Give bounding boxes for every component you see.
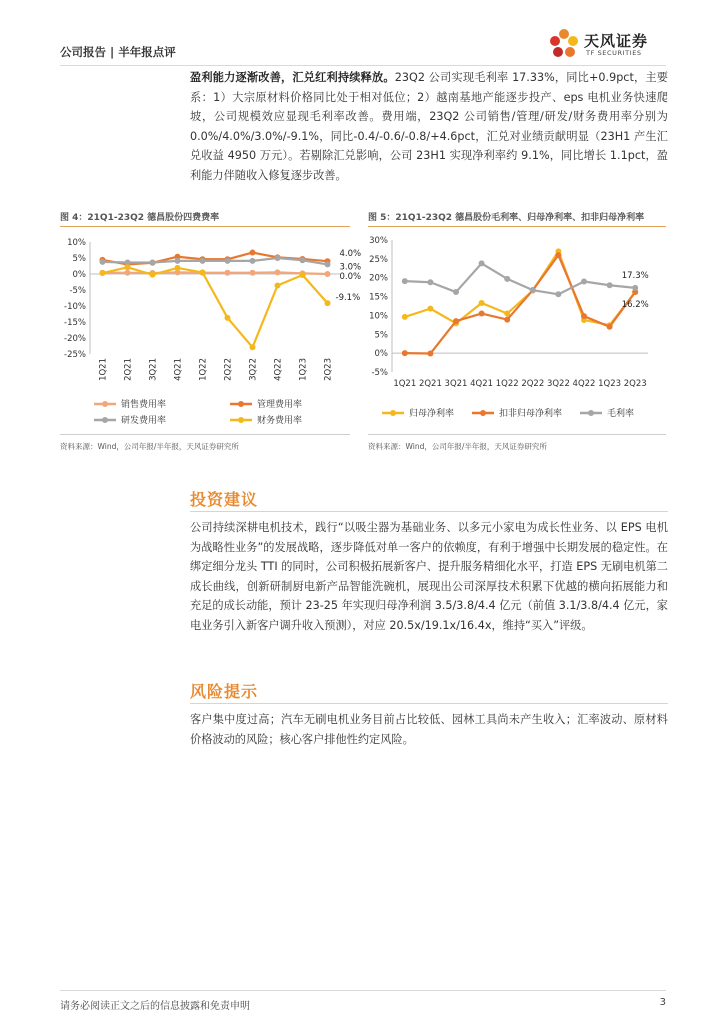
legend-label: 归母净利率 (409, 409, 455, 419)
y-tick-label: 5% (72, 254, 86, 264)
data-point (275, 255, 281, 261)
fig5-bottom-rule (368, 434, 666, 435)
data-point (100, 259, 106, 265)
fig4-title-rule (60, 226, 350, 227)
data-point (479, 300, 485, 306)
data-label: 3.0% (339, 262, 362, 273)
logo-name: 天风证券 (584, 32, 649, 50)
x-tick-label: 2Q23 (323, 358, 334, 381)
fig4-source: 资料来源：Wind，公司年报/半年报，天风证券研究所 (60, 442, 239, 451)
x-tick-label: 4Q22 (273, 358, 284, 381)
x-tick-label: 4Q21 (470, 379, 494, 389)
data-point (225, 258, 231, 264)
risk-paragraph: 客户集中度过高；汽车无刷电机业务目前占比较低、园林工具尚未产生收入；汇率波动、原材料价格波动的风险；核心客户排他性约定风险。 (190, 713, 668, 746)
data-point (530, 287, 536, 293)
fig4-bottom-rule (60, 434, 350, 435)
data-point (175, 265, 181, 271)
data-point (150, 272, 156, 278)
data-point (581, 313, 587, 319)
data-point (555, 252, 561, 258)
x-tick-label: 3Q21 (444, 379, 468, 389)
y-tick-label: 10% (67, 238, 86, 248)
x-tick-label: 4Q21 (173, 358, 184, 381)
data-point (250, 270, 256, 276)
series-line-1 (103, 272, 328, 274)
series-line-1 (405, 251, 635, 325)
y-tick-label: 20% (369, 273, 388, 284)
footer-disclaimer: 请务必阅读正文之后的信息披露和免责申明 (60, 1001, 250, 1012)
data-point (200, 269, 206, 275)
x-tick-label: 1Q22 (495, 379, 519, 389)
y-tick-label: 5% (374, 330, 388, 341)
data-point (427, 306, 433, 312)
fig4-title: 图 4：21Q1-23Q2 德昌股份四费费率 (60, 213, 220, 223)
data-point (607, 324, 613, 330)
legend-label: 毛利率 (607, 409, 635, 419)
data-point (100, 270, 106, 276)
x-tick-label: 3Q22 (248, 358, 259, 381)
data-point (402, 314, 408, 320)
report-type: 公司报告 | 半年报点评 (60, 45, 176, 59)
y-tick-label: -10% (64, 302, 86, 312)
legend-label: 销售费用率 (121, 400, 167, 410)
x-tick-label: 2Q22 (223, 358, 234, 381)
logo-subtitle: TF SECURITIES (586, 49, 642, 57)
y-tick-label: 10% (369, 311, 388, 322)
y-tick-label: 0% (72, 270, 86, 280)
x-tick-label: 2Q22 (521, 379, 545, 389)
fig5-title: 图 5：21Q1-23Q2 德昌股份毛利率、归母净利率、扣非归母净利率 (368, 213, 645, 223)
company-logo (546, 26, 666, 62)
legend-label: 财务费用率 (257, 416, 303, 426)
intro-lead: 盈利能力逐渐改善，汇兑红利持续释放。 (190, 71, 395, 84)
x-tick-label: 2Q23 (623, 379, 647, 389)
data-point (150, 259, 156, 265)
x-tick-label: 1Q23 (298, 358, 309, 381)
data-label: 17.3% (621, 270, 649, 281)
data-point (300, 257, 306, 263)
data-point (325, 300, 331, 306)
data-point (125, 264, 131, 270)
data-point (632, 285, 638, 291)
data-point (479, 311, 485, 317)
fig5-chart (368, 232, 666, 432)
legend-swatch-marker (102, 401, 108, 407)
data-point (427, 351, 433, 357)
series-line-3 (405, 263, 635, 294)
invest-paragraph: 公司持续深耕电机技术，践行“以吸尘器为基础业务、以多元小家电为成长性业务、以 EPS 电机为战略性业务”的发展战略，逐步降低对单一客户的依赖度，有利于增强中长期发展的稳定性。在绑定细分龙头 TTI 的同时，公司积极拓展新客户、提升服务精细化水平，打造 EPS 无刷电机第二成长曲线，创新研制厨电新产品智能洗碗机，展现出公司深厚技术积累下优越的横向拓展能力和充足的成长动能，预计 23-25 年实现归母净利润 3.5/3.8/4.4 亿元（前值 3.1/3.8/4.4 亿元，家电业务引入新客户调升收入预测），对应 20.5x/19.1x/16.4x，维持“买入”评级。 (190, 521, 668, 632)
data-point (225, 315, 231, 321)
legend-label: 研发费用率 (121, 416, 167, 426)
x-tick-label: 1Q21 (393, 379, 417, 389)
y-tick-label: 25% (369, 254, 388, 265)
data-point (607, 282, 613, 288)
data-point (175, 258, 181, 264)
legend-swatch-marker (102, 417, 108, 423)
invest-title-rule (190, 511, 668, 512)
series-line-4 (103, 267, 328, 347)
page-number: 3 (659, 997, 666, 1008)
data-point (453, 289, 459, 295)
data-point (427, 279, 433, 285)
data-point (555, 291, 561, 297)
fig4-chart (60, 232, 362, 432)
data-point (275, 283, 281, 289)
data-point (581, 278, 587, 284)
y-tick-label: -15% (64, 318, 86, 328)
logo-flower-icon (546, 26, 582, 62)
data-point (402, 278, 408, 284)
invest-title: 投资建议 (190, 490, 259, 509)
page-footer (60, 990, 666, 1012)
y-tick-label: -5% (371, 368, 388, 378)
data-label: 4.0% (339, 249, 362, 260)
x-tick-label: 2Q21 (123, 358, 134, 381)
data-point (200, 258, 206, 264)
y-tick-label: -20% (64, 334, 86, 344)
x-tick-label: 2Q21 (418, 379, 442, 389)
data-label: 16.2% (621, 300, 649, 311)
data-point (325, 261, 331, 267)
fig5-source: 资料来源：Wind，公司年报/半年报，天风证券研究所 (368, 442, 547, 451)
data-point (504, 317, 510, 323)
legend-swatch-marker (238, 401, 244, 407)
risk-title: 风险提示 (190, 682, 259, 701)
data-point (402, 350, 408, 356)
x-tick-label: 1Q23 (598, 379, 622, 389)
y-tick-label: 0% (374, 349, 388, 360)
data-point (250, 344, 256, 350)
intro-text: 23Q2 公司实现毛利率 17.33%，同比+0.9pct，主要系：1）大宗原材料价格同比处于相对低位；2）越南基地产能逐步投产、eps 电机业务快速爬坡，公司规模效应显现毛利率改善。费用端，23Q2 公司销售/管理/研发/财务费用率分别为 0.0%/4.0%/3.0%/-9.1%，同比-0.4/-0.6/-0.8/+4.6pct，汇兑对业绩贡献明显（23H1 产生汇兑收益 4950 万元）。若剔除汇兑影响，公司 23H1 实现净利率约 9.1%，同比增长 1.1pct，盈利能力伴随收入修复逐步改善。 (190, 71, 668, 182)
data-point (504, 276, 510, 282)
legend-swatch-marker (390, 410, 396, 416)
intro-paragraph (190, 68, 668, 186)
y-tick-label: 15% (369, 292, 388, 303)
legend-label: 管理费用率 (257, 400, 303, 410)
y-tick-label: 30% (369, 236, 388, 246)
x-tick-label: 3Q21 (148, 358, 159, 381)
data-point (479, 260, 485, 266)
data-point (325, 271, 331, 277)
y-tick-label: -25% (64, 350, 86, 360)
data-point (453, 318, 459, 324)
x-tick-label: 4Q22 (572, 379, 596, 389)
legend-swatch-marker (238, 417, 244, 423)
data-label: 0.0% (339, 272, 362, 282)
data-label: -9.1% (335, 293, 361, 304)
x-tick-label: 1Q21 (98, 358, 109, 381)
legend-label: 扣非归母净利率 (499, 409, 563, 419)
data-point (125, 270, 131, 276)
x-tick-label: 1Q22 (198, 358, 209, 381)
fig5-title-rule (368, 226, 666, 227)
series-line-2 (405, 255, 635, 353)
data-point (275, 269, 281, 275)
risk-title-rule (190, 703, 668, 704)
data-point (225, 270, 231, 276)
legend-swatch-marker (480, 410, 486, 416)
data-point (250, 250, 256, 256)
page-header (60, 26, 666, 66)
x-tick-label: 3Q22 (546, 379, 570, 389)
data-point (250, 258, 256, 264)
legend-swatch-marker (588, 410, 594, 416)
y-tick-label: -5% (69, 286, 86, 296)
data-point (300, 272, 306, 278)
